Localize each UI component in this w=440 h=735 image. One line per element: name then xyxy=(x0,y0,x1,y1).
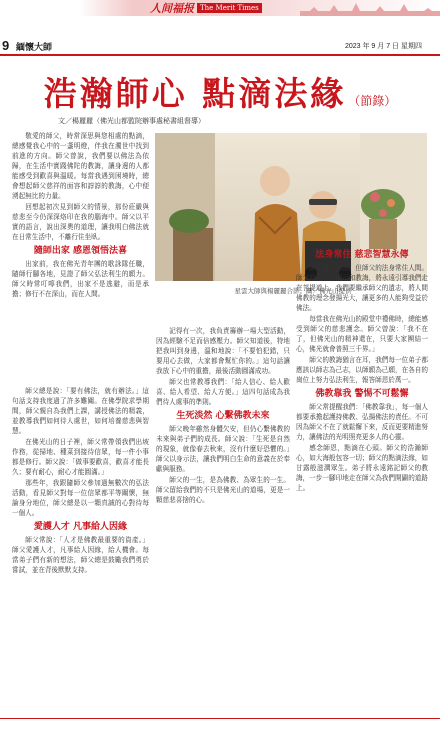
masthead xyxy=(0,0,440,28)
article-headline xyxy=(0,68,440,112)
subheading: 法身常住 慈悲智慧永傳 xyxy=(315,250,409,260)
subheading: 佛教靠我 警惕不可鬆懈 xyxy=(315,389,409,399)
newspaper-logo xyxy=(150,1,262,15)
page-header xyxy=(0,38,440,54)
column-2 xyxy=(156,326,290,706)
paragraph: 那些年，我跟隨師父參加過無數次的弘法活動，看見師父對每一位信眾都平等關懷，無論身分地位，師父總是以一顆真誠的心對待每一個人。 xyxy=(12,479,149,517)
paragraph: 每當我在佛光山的殿堂中禮佛時，總能感受到師父的慈悲護念。師父曾說：「我不在了，但佛光山的精神還在，只要大家團結一心，佛光就會普照三千界。」 xyxy=(296,315,428,353)
logo-chinese: 人间福报 xyxy=(150,2,194,15)
headline-subtitle: （節錄） xyxy=(348,94,397,108)
logo-english: The Merit Times xyxy=(197,3,262,13)
paragraph: 在佛光山的日子裡，師父常帶領我們出坡作務，從掃地、種菜到接待信眾，每一件小事都是修行。師父說：「做事要歡喜，歡喜才能長久；要有耐心，耐心才能圓滿。」 xyxy=(12,438,149,476)
headline-title: 浩瀚師心 點滴法緣 xyxy=(43,74,347,113)
paragraph: 出家前，我在佛光青年團的歌詠隊任職，隨師行腳各地，見證了師父弘法利生的願力。師父時常叮嚀我們，出家不是逃避，而是承擔；修行不在深山，而在人間。 xyxy=(12,260,149,298)
byline: 文／楊麗麗（佛光山都監院辦事處秘書組督導） xyxy=(58,117,205,125)
paragraph: 師父的一生，是為佛教、為眾生的一生。師父留給我們的不只是佛光山的道場，更是一顆慈悲喜捨的心。 xyxy=(156,476,290,504)
paragraph: 感念師恩，點滴在心頭。師父的浩瀚師心，如大海般包容一切；師父的點滴法緣，如甘露般滋潤眾生。弟子將永遠銘記師父的教誨，一步一腳印地走在師父為我們開闢的道路上。 xyxy=(296,444,428,492)
footer-divider xyxy=(0,718,440,719)
column-1-top xyxy=(12,131,149,385)
subheading: 生死淡然 心繫佛教未來 xyxy=(176,411,270,421)
issue-date: 2023 年 9 月 7 日 星期四 xyxy=(344,43,422,50)
subheading: 隨師出家 感恩領悟法喜 xyxy=(33,246,128,256)
photo-caption: 星雲大師與楊麗麗合影。圖／佛光山提供 xyxy=(234,287,352,295)
paragraph: 師父總是說：「要有佛法，就有辦法。」這句話支持我度過了許多難關。在佛學院求學期間，師父親自為我們上課，講授佛法的精義，並教導我們如何待人處世，如何培養慈悲與智慧。 xyxy=(12,387,149,435)
header-divider xyxy=(0,54,440,56)
page-number: 9 xyxy=(2,38,10,53)
paragraph: 師父常提醒我們：「佛教靠我」，每一個人都要承擔起護持佛教、弘揚佛法的責任。不可因為師父不在了就鬆懈下來，反而更要精進努力，讓佛法的光明照亮更多人的心靈。 xyxy=(296,403,428,441)
paragraph: 師父也常教導我們：「給人信心、給人歡喜、給人希望、給人方便。」這四句話成為我們待人處事的準則。 xyxy=(156,378,290,406)
subheading: 愛護人才 凡事給人因緣 xyxy=(33,522,128,532)
section-name: 緬懷大師 xyxy=(16,43,53,53)
paragraph: 師父的教誨猶言在耳，我們每一位弟子都應該以師志為己志，以師願為己願，在各自的崗位上努力弘法利生，報答師恩於萬一。 xyxy=(296,356,428,384)
paragraph: 回想起初次見到師父的情景，那份莊嚴與慈悲至今仍深深烙印在我的腦海中。師父以平實的語言，說出深奧的道理，讓我明白佛法就在日常生活中，不離行住坐臥。 xyxy=(12,203,149,241)
temple-skyline-icon xyxy=(300,0,440,16)
paragraph: 敬愛的師父，時常深思與您相處的點滴，總感覺我心中的一盞明燈，伴我在濁世中找到前進的方向。師父曾說，我們要以佛法為依歸，在生活中實踐佛陀的教誨，讓身邊的人都能感受到歡喜與溫暖。每當我遇到困境時，總會想起師父慈祥的面容和諄諄的教誨，心中便湧起無比的力量。 xyxy=(12,132,149,200)
column-3 xyxy=(296,246,428,706)
column-1-bottom xyxy=(12,386,149,702)
paragraph: 記得有一次，我負責籌辦一場大型活動，因為經驗不足而倍感壓力。師父知道後，特地把我叫到身邊，溫和地說：「不要怕犯錯，只要用心去做，大家都會幫忙你的。」這句話讓我放下心中的重擔，最後活動圓滿成功。 xyxy=(156,327,290,375)
paragraph: 師父雖然捨報，但師父的法身常住人間。師父的著作、開示和教誨，將永遠引導我們走在菩提道上。我們要繼承師父的遺志，將人間佛教的理念發揚光大，讓更多的人能夠受益於佛法。 xyxy=(296,264,428,312)
paragraph: 師父晚年雖然身體欠安，但仍心繫佛教的未來與弟子們的成長。師父說：「生死是自然的現象，就像春去秋來，沒有什麼好恐懼的。」師父以身示法，讓我們明白生命的意義在於奉獻與服務。 xyxy=(156,425,290,473)
paragraph: 師父常說：「人才是佛教最重要的資產。」師父愛護人才，凡事給人因緣，給人機會。每當弟子們有新的想法，師父總是鼓勵我們勇於嘗試，並在背後默默支持。 xyxy=(12,536,149,574)
